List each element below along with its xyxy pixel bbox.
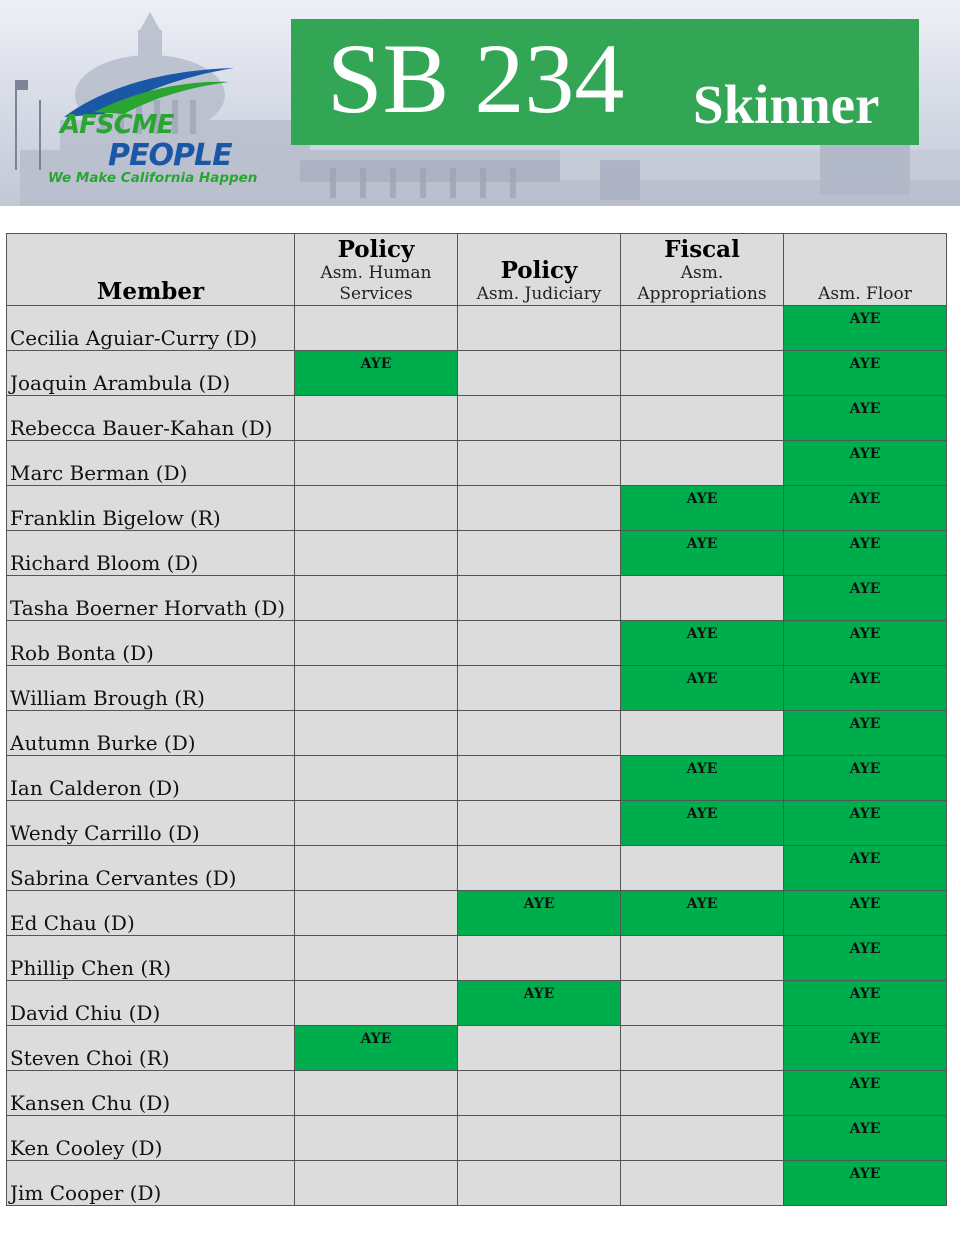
vote-cell (458, 531, 621, 576)
vote-cell (784, 666, 947, 711)
vote-cell (621, 441, 784, 486)
vote-cell (458, 891, 621, 936)
vote-cell (295, 846, 458, 891)
vote-cell (458, 1161, 621, 1206)
vote-label: AYE (523, 896, 555, 912)
vote-cell (458, 711, 621, 756)
vote-label: AYE (360, 356, 392, 372)
member-name: Richard Bloom (D) (10, 551, 199, 575)
table-row (7, 1071, 947, 1116)
vote-cell (784, 486, 947, 531)
column-type: Fiscal (664, 236, 740, 263)
logo-tagline: We Make California Happen (48, 170, 258, 186)
member-name: Rob Bonta (D) (10, 641, 154, 665)
vote-label: AYE (849, 401, 881, 417)
vote-cell (295, 441, 458, 486)
vote-cell (295, 396, 458, 441)
table-row (7, 351, 947, 396)
member-cell (7, 936, 295, 981)
member-name: Wendy Carrillo (D) (10, 821, 200, 845)
vote-cell (621, 306, 784, 351)
table-row (7, 891, 947, 936)
logo-afscme-text: AFSCME (60, 110, 174, 140)
vote-label: AYE (849, 1031, 881, 1047)
vote-label: AYE (849, 626, 881, 642)
column-header-judiciary (458, 234, 621, 306)
header-banner (0, 0, 960, 206)
vote-label: AYE (849, 986, 881, 1002)
column-type: Policy (337, 236, 415, 263)
vote-label: AYE (849, 311, 881, 327)
vote-cell (621, 621, 784, 666)
bill-author: Skinner (693, 74, 880, 135)
column-committee: Asm. Judiciary (476, 284, 602, 304)
vote-cell (784, 1071, 947, 1116)
afscme-people-logo (44, 62, 274, 192)
vote-cell (458, 351, 621, 396)
table-row (7, 1026, 947, 1071)
vote-label: AYE (849, 671, 881, 687)
table-row (7, 621, 947, 666)
vote-cell (295, 1116, 458, 1161)
member-cell (7, 441, 295, 486)
bill-title-box (291, 19, 919, 145)
vote-label: AYE (849, 941, 881, 957)
member-cell (7, 981, 295, 1026)
vote-cell (621, 1026, 784, 1071)
vote-label: AYE (849, 896, 881, 912)
vote-label: AYE (849, 761, 881, 777)
vote-cell (458, 486, 621, 531)
column-header-floor (784, 234, 947, 306)
member-name: Joaquin Arambula (D) (10, 371, 231, 395)
table-row (7, 396, 947, 441)
vote-cell (621, 576, 784, 621)
vote-cell (621, 666, 784, 711)
member-cell (7, 1071, 295, 1116)
vote-cell (784, 621, 947, 666)
vote-cell (621, 756, 784, 801)
vote-cell (784, 1161, 947, 1206)
member-cell (7, 1026, 295, 1071)
vote-cell (295, 306, 458, 351)
member-name: Jim Cooper (D) (10, 1181, 162, 1205)
vote-label: AYE (686, 626, 718, 642)
vote-cell (784, 756, 947, 801)
vote-cell (784, 351, 947, 396)
vote-cell (295, 576, 458, 621)
table-header-row (7, 234, 947, 306)
vote-cell (458, 306, 621, 351)
vote-cell (295, 981, 458, 1026)
vote-cell (621, 396, 784, 441)
member-name: Ken Cooley (D) (10, 1136, 163, 1160)
member-cell (7, 576, 295, 621)
vote-cell (458, 1071, 621, 1116)
vote-cell (784, 711, 947, 756)
vote-cell (784, 891, 947, 936)
member-cell (7, 396, 295, 441)
vote-cell (784, 1116, 947, 1161)
member-name: Kansen Chu (D) (10, 1091, 171, 1115)
table-row (7, 711, 947, 756)
member-cell (7, 891, 295, 936)
member-name: Ian Calderon (D) (10, 776, 180, 800)
member-cell (7, 1116, 295, 1161)
table-row (7, 981, 947, 1026)
vote-cell (784, 801, 947, 846)
vote-cell (621, 351, 784, 396)
member-name: Rebecca Bauer-Kahan (D) (10, 416, 273, 440)
table-row (7, 1161, 947, 1206)
member-cell (7, 846, 295, 891)
member-name: William Brough (R) (10, 686, 205, 710)
vote-cell (458, 621, 621, 666)
vote-label: AYE (849, 716, 881, 732)
table-row (7, 306, 947, 351)
vote-cell (295, 666, 458, 711)
vote-cell (621, 531, 784, 576)
table-row (7, 531, 947, 576)
member-cell (7, 666, 295, 711)
member-cell (7, 756, 295, 801)
vote-cell (295, 531, 458, 576)
vote-cell (784, 531, 947, 576)
member-name: Tasha Boerner Horvath (D) (10, 596, 286, 620)
vote-cell (458, 801, 621, 846)
column-committee: Asm. Human Services (320, 263, 432, 304)
vote-cell (784, 441, 947, 486)
vote-cell (784, 576, 947, 621)
vote-cell (784, 981, 947, 1026)
table-row (7, 486, 947, 531)
vote-cell (295, 756, 458, 801)
member-name: Marc Berman (D) (10, 461, 188, 485)
member-name: Phillip Chen (R) (10, 956, 172, 980)
vote-label: AYE (849, 1166, 881, 1182)
table-row (7, 756, 947, 801)
vote-cell (784, 936, 947, 981)
member-name: Ed Chau (D) (10, 911, 135, 935)
member-cell (7, 801, 295, 846)
vote-label: AYE (849, 446, 881, 462)
vote-label: AYE (849, 1076, 881, 1092)
vote-cell (621, 801, 784, 846)
vote-label: AYE (849, 851, 881, 867)
vote-label: AYE (360, 1031, 392, 1047)
vote-cell (458, 981, 621, 1026)
vote-cell (621, 1071, 784, 1116)
vote-cell (295, 486, 458, 531)
vote-cell (458, 846, 621, 891)
member-cell (7, 1161, 295, 1206)
member-cell (7, 531, 295, 576)
member-name: David Chiu (D) (10, 1001, 161, 1025)
vote-label: AYE (849, 356, 881, 372)
vote-cell (458, 666, 621, 711)
vote-label: AYE (849, 1121, 881, 1137)
vote-cell (784, 396, 947, 441)
vote-cell (295, 1071, 458, 1116)
vote-table (6, 233, 947, 1206)
vote-cell (621, 711, 784, 756)
vote-label: AYE (686, 491, 718, 507)
vote-label: AYE (686, 896, 718, 912)
member-name: Cecilia Aguiar-Curry (D) (10, 326, 258, 350)
member-cell (7, 711, 295, 756)
member-cell (7, 351, 295, 396)
vote-cell (784, 306, 947, 351)
vote-cell (621, 486, 784, 531)
vote-cell (295, 936, 458, 981)
vote-cell (458, 936, 621, 981)
vote-cell (621, 1116, 784, 1161)
vote-label: AYE (686, 671, 718, 687)
vote-label: AYE (849, 536, 881, 552)
table-row (7, 801, 947, 846)
vote-cell (295, 891, 458, 936)
column-committee: Asm. Appropriations (637, 263, 767, 304)
vote-cell (295, 801, 458, 846)
table-row (7, 1116, 947, 1161)
vote-label: AYE (686, 806, 718, 822)
member-name: Steven Choi (R) (10, 1046, 170, 1070)
vote-cell (458, 576, 621, 621)
table-row (7, 846, 947, 891)
vote-label: AYE (849, 806, 881, 822)
logo-people-text: PEOPLE (108, 138, 232, 173)
vote-rows (7, 306, 947, 1206)
member-name: Autumn Burke (D) (10, 731, 196, 755)
vote-cell (784, 846, 947, 891)
member-cell (7, 306, 295, 351)
vote-label: AYE (849, 581, 881, 597)
vote-cell (621, 1161, 784, 1206)
vote-cell (458, 756, 621, 801)
vote-label: AYE (849, 491, 881, 507)
table-row (7, 936, 947, 981)
table-row (7, 666, 947, 711)
table-row (7, 441, 947, 486)
column-type: Policy (500, 257, 578, 284)
vote-cell (458, 441, 621, 486)
vote-cell (295, 351, 458, 396)
vote-label: AYE (523, 986, 555, 1002)
vote-cell (621, 981, 784, 1026)
vote-cell (295, 621, 458, 666)
column-header-appropriations (621, 234, 784, 306)
bill-number: SB 234 (327, 23, 625, 134)
table-row (7, 576, 947, 621)
vote-cell (621, 936, 784, 981)
vote-cell (621, 846, 784, 891)
column-committee: Asm. Floor (818, 284, 912, 304)
vote-cell (621, 891, 784, 936)
vote-cell (458, 1116, 621, 1161)
vote-label: AYE (686, 761, 718, 777)
member-cell (7, 621, 295, 666)
vote-label: AYE (686, 536, 718, 552)
vote-cell (784, 1026, 947, 1071)
member-column-header: Member (7, 234, 295, 306)
vote-cell (295, 1026, 458, 1071)
column-header-human-services (295, 234, 458, 306)
vote-cell (458, 1026, 621, 1071)
member-name: Sabrina Cervantes (D) (10, 866, 237, 890)
vote-cell (458, 396, 621, 441)
vote-cell (295, 1161, 458, 1206)
member-cell (7, 486, 295, 531)
vote-cell (295, 711, 458, 756)
member-name: Franklin Bigelow (R) (10, 506, 221, 530)
